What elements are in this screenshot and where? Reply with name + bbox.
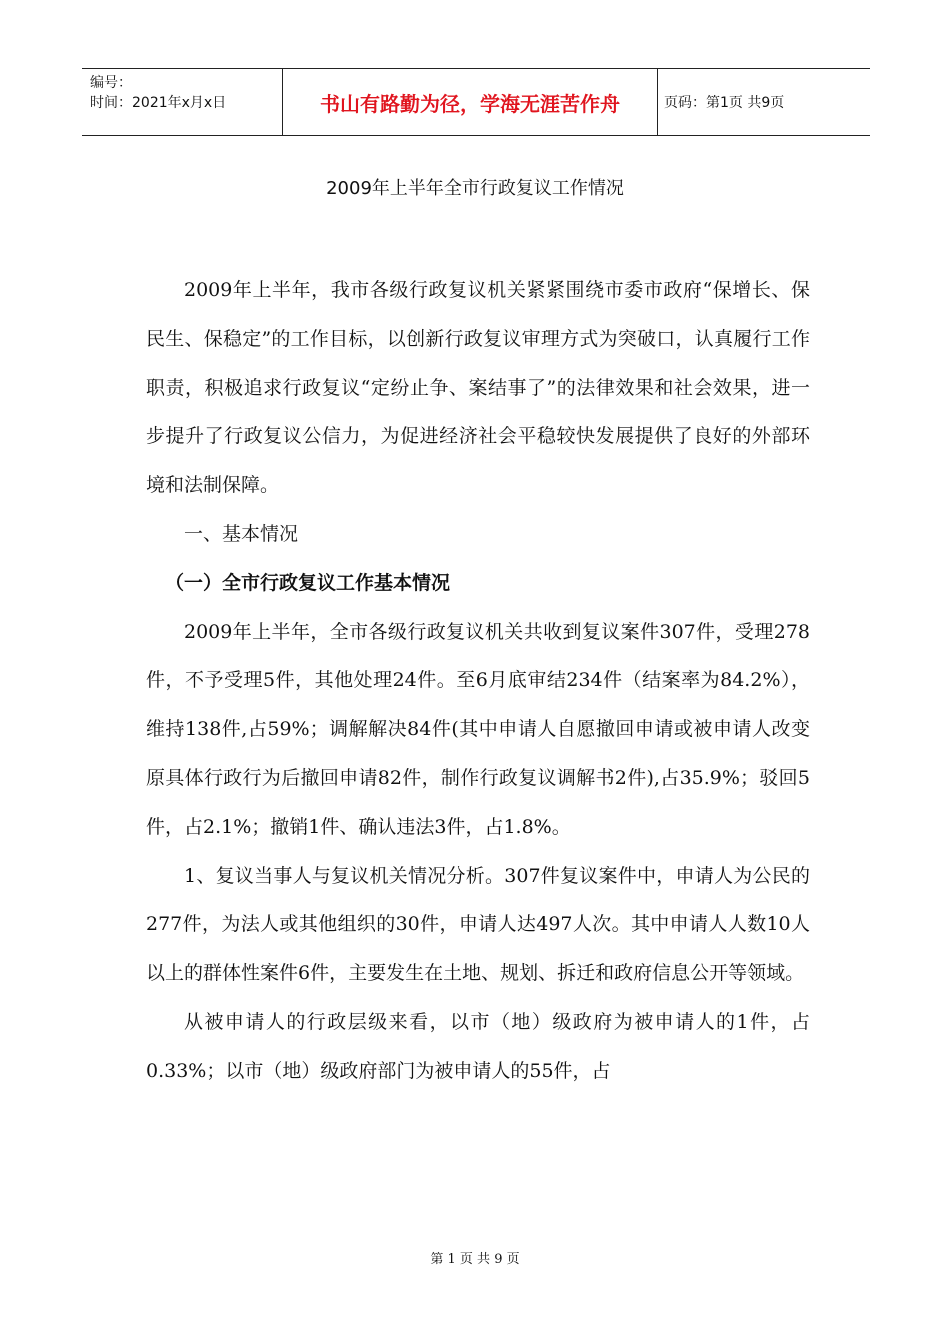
header-meta bbox=[82, 69, 282, 135]
document-title: 2009年上半年全市行政复议工作情况 bbox=[326, 178, 624, 199]
header-motto: 书山有路勤为径，学海无涯苦作舟 bbox=[282, 69, 658, 135]
paragraph-intro: 2009年上半年，我市各级行政复议机关紧紧围绕市委市政府“保增长、保民生、保稳定”的工作目标，以创新行政复议审理方式为突破口，认真履行工作职责，积极追求行政复议“定纷止争、案结事了”的法律效果和社会效果，进一步提升了行政复议公信力，为促进经济社会平稳较快发展提供了良好的外部环境和法制保障。 bbox=[146, 279, 810, 497]
document-date: 时间：2021年x月x日 bbox=[90, 95, 227, 111]
document-number-label: 编号： bbox=[90, 75, 132, 91]
document-body bbox=[146, 266, 810, 1096]
page-footer: 第 1 页 共 9 页 bbox=[430, 1252, 520, 1267]
paragraph-parties-analysis: 1、复议当事人与复议机关情况分析。307件复议案件中，申请人为公民的277件，为法人或其他组织的30件，申请人达497人次。其中申请人人数10人以上的群体性案件6件，主要发生在土地、规划、拆迁和政府信息公开等领域。 bbox=[146, 864, 810, 985]
paragraph-statistics: 2009年上半年，全市各级行政复议机关共收到复议案件307件，受理278件，不予受理5件，其他处理24件。至6月底审结234件（结案率为84.2%），维持138件,占59%；调解解决84件(其中申请人自愿撤回申请或被申请人改变原具体行政行为后撤回申请82件，制作行政复议调解书2件),占35.9%；驳回5件，占2.1%；撤销1件、确认违法3件，占1.8%。 bbox=[146, 620, 810, 838]
paragraph-respondent-levels: 从被申请人的行政层级来看，以市（地）级政府为被申请人的1件，占0.33%；以市（地）级政府部门为被申请人的55件，占 bbox=[146, 1010, 810, 1082]
section-heading: 一、基本情况 bbox=[184, 522, 299, 545]
document-header bbox=[82, 68, 870, 136]
subsection-heading: （一）全市行政复议工作基本情况 bbox=[165, 571, 451, 594]
header-page-info: 页码：第1页 共9页 bbox=[664, 95, 785, 111]
